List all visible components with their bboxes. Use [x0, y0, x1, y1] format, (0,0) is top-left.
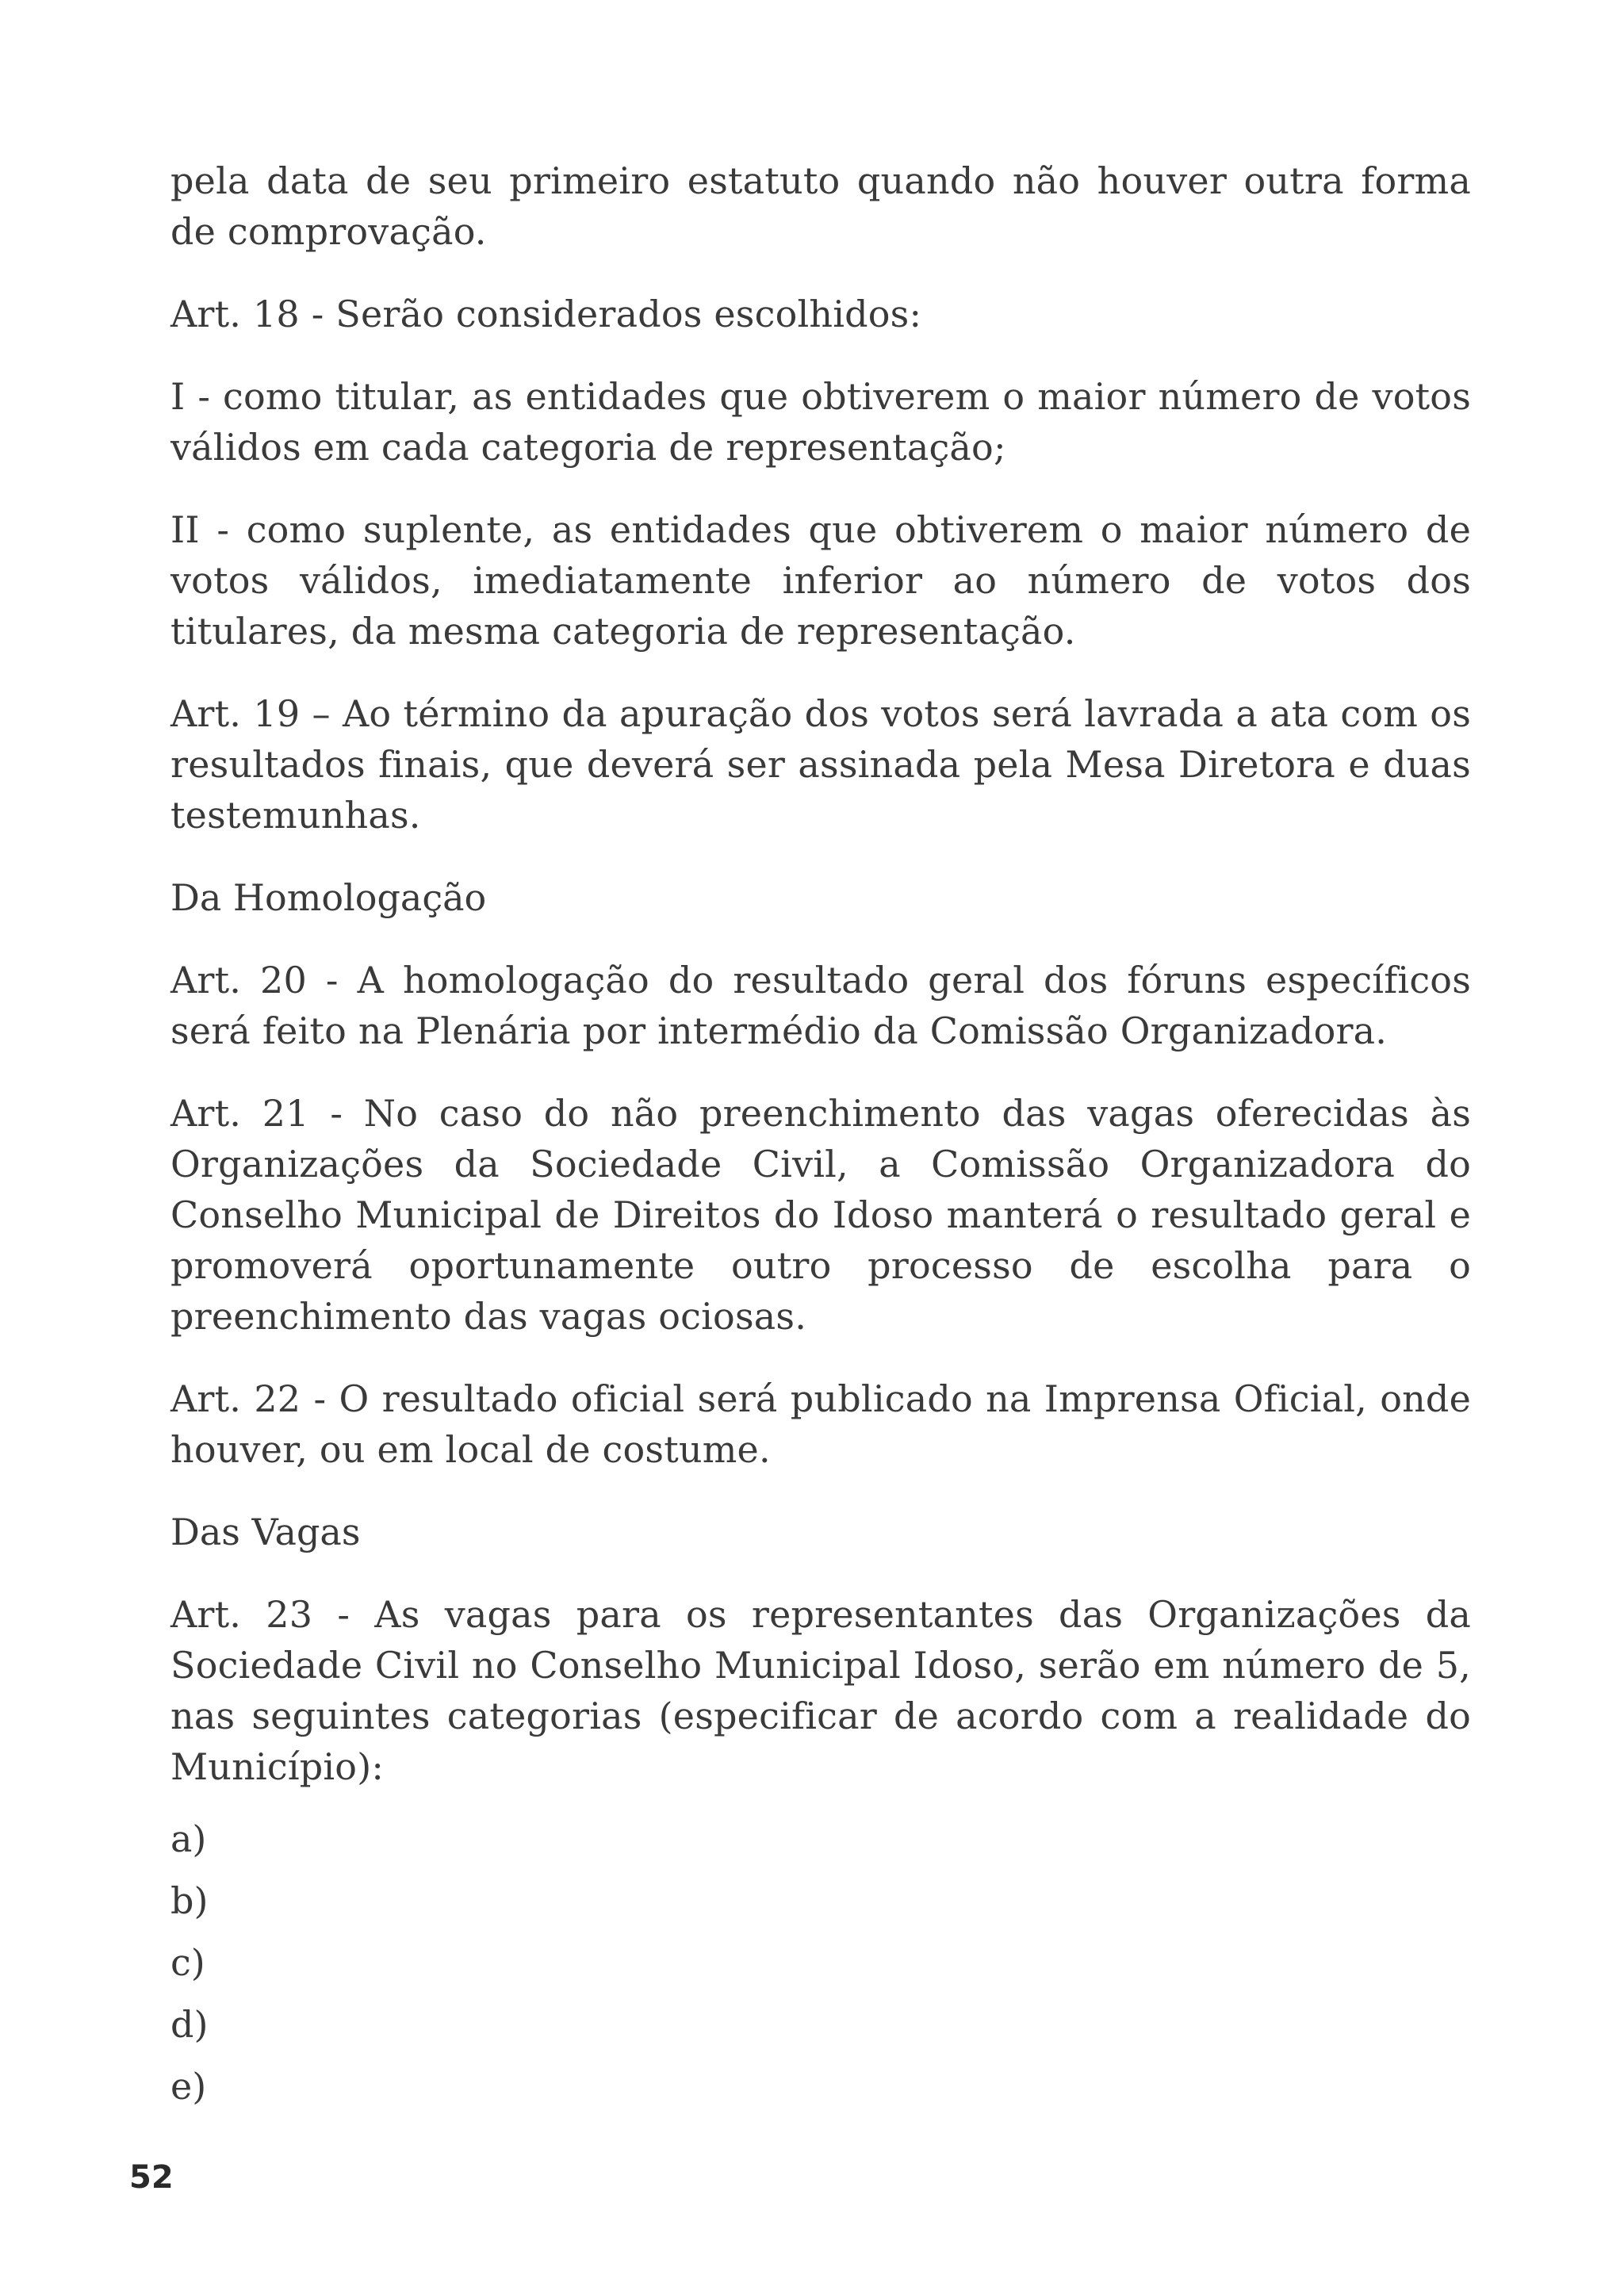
paragraph-continuation: pela data de seu primeiro estatuto quando não houver outra forma de comprovação. — [170, 159, 1471, 253]
paragraph-art-18-item-ii: II - como suplente, as entidades que obtiverem o maior número de votos válidos, imediatamente inferior ao número de votos dos titulares, da mesma categoria de representação. — [170, 508, 1471, 653]
section-heading-homologacao: Da Homologação — [170, 876, 487, 919]
paragraph-art-18-item-i: I - como titular, as entidades que obtiverem o maior número de votos válidos em cada categoria de representação; — [170, 375, 1471, 469]
paragraph-art-22: Art. 22 - O resultado oficial será publicado na Imprensa Oficial, onde houver, ou em local de costume. — [170, 1377, 1471, 1471]
paragraph-art-19: Art. 19 – Ao término da apuração dos votos será lavrada a ata com os resultados finais, que deverá ser assinada pela Mesa Diretora e duas testemunhas. — [170, 692, 1471, 837]
list-item: c) — [170, 1941, 205, 1984]
page-number: 52 — [129, 2159, 174, 2196]
paragraph-art-18: Art. 18 - Serão considerados escolhidos: — [170, 293, 922, 335]
list-item: a) — [170, 1817, 207, 1860]
section-heading-vagas: Das Vagas — [170, 1511, 361, 1553]
list-item: b) — [170, 1879, 209, 1922]
categories-list — [170, 1808, 1471, 2117]
paragraph-art-21: Art. 21 - No caso do não preenchimento das vagas oferecidas às Organizações da Sociedade Civil, a Comissão Organizadora do Conselho Municipal de Direitos do Idoso manterá o resultado geral e promoverá oportunamente outro processo de escolha para o preenchimento das vagas ociosas. — [170, 1092, 1471, 1338]
paragraph-art-20: Art. 20 - A homologação do resultado geral dos fóruns específicos será feito na Plenária por intermédio da Comissão Organizadora. — [170, 959, 1471, 1052]
list-item: d) — [170, 2003, 209, 2046]
paragraph-art-23: Art. 23 - As vagas para os representantes das Organizações da Sociedade Civil no Conselho Municipal Idoso, serão em número de 5, nas seguintes categorias (especificar de acordo com a realidade do Município): — [170, 1593, 1471, 1788]
page-content — [170, 155, 1471, 2117]
list-item: e) — [170, 2065, 207, 2108]
